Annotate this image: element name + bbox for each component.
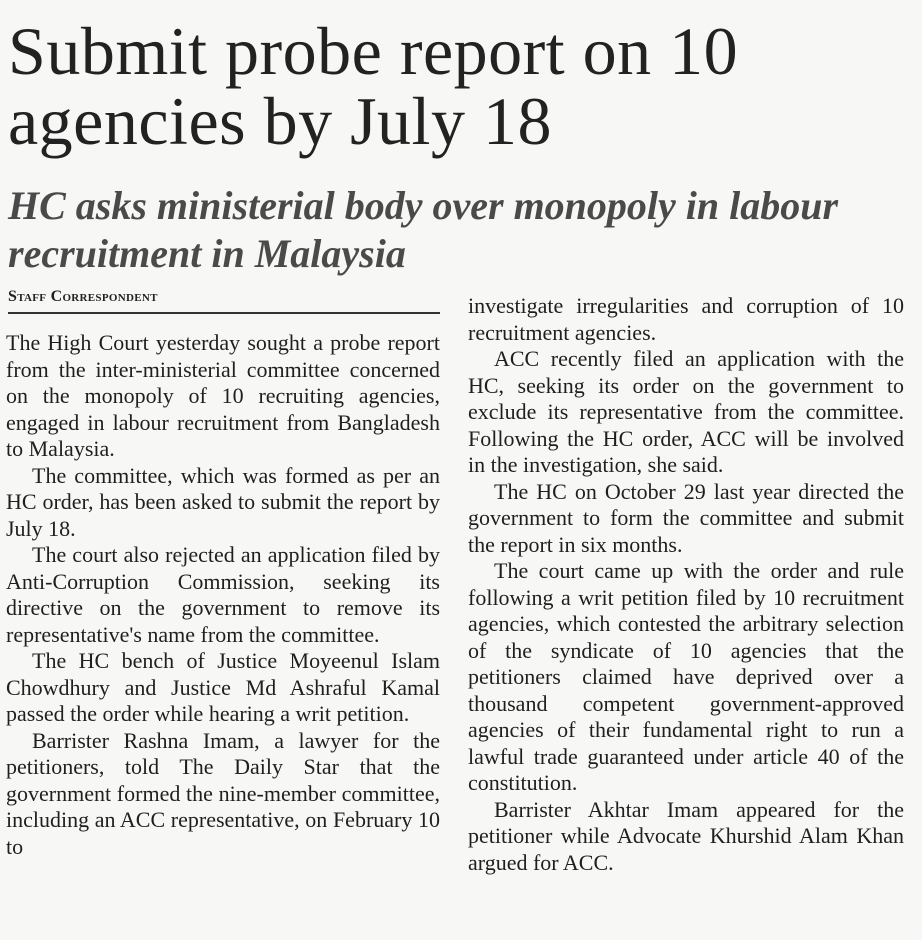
paragraph: ACC recently filed an application with the HC, seeking its order on the government to exclude its representative from the committee. Following the HC order, ACC will be involved in the investigation, she said. <box>468 346 904 477</box>
paragraph: The committee, which was formed as per an HC order, has been asked to submit the report by July 18. <box>6 462 440 541</box>
paragraph: The HC on October 29 last year directed the government to form the committee and submit the report in six months. <box>468 478 904 557</box>
paragraph: The HC bench of Justice Moyeenul Islam Chowdhury and Justice Md Ashraful Kamal passed the order while hearing a writ petition. <box>6 648 440 726</box>
article-column-right <box>468 293 904 876</box>
article-column-left <box>6 330 440 860</box>
headline: Submit probe report on 10 agencies by July 18 <box>8 13 739 159</box>
paragraph: The High Court yesterday sought a probe report from the inter-ministerial committee concerned on the monopoly of 10 recruiting agencies, engaged in labour recruitment from Bangladesh to Malaysia. <box>6 330 440 461</box>
paragraph: The court came up with the order and rule following a writ petition filed by 10 recruitment agencies, which contested the arbitrary selection of the syndicate of 10 agencies that the petitioners claimed have deprived over a thousand competent government-approved agencies of their fundamental right to run a lawful trade guaranteed under article 40 of the constitution. <box>468 558 904 795</box>
byline: Staff Correspondent <box>8 288 440 314</box>
paragraph: The court also rejected an application filed by Anti-Corruption Commission, seeking its directive on the government to remove its representative's name from the committee. <box>6 542 440 647</box>
paragraph: Barrister Akhtar Imam appeared for the petitioner while Advocate Khurshid Alam Khan argued for ACC. <box>468 796 904 875</box>
paragraph: Barrister Rashna Imam, a lawyer for the petitioners, told The Daily Star that the government formed the nine-member committee, including an ACC representative, on February 10 to <box>6 727 440 859</box>
paragraph: investigate irregularities and corruption of 10 recruitment agencies. <box>468 293 904 345</box>
subheadline: HC asks ministerial body over monopoly in labour recruitment in Malaysia <box>8 183 839 276</box>
